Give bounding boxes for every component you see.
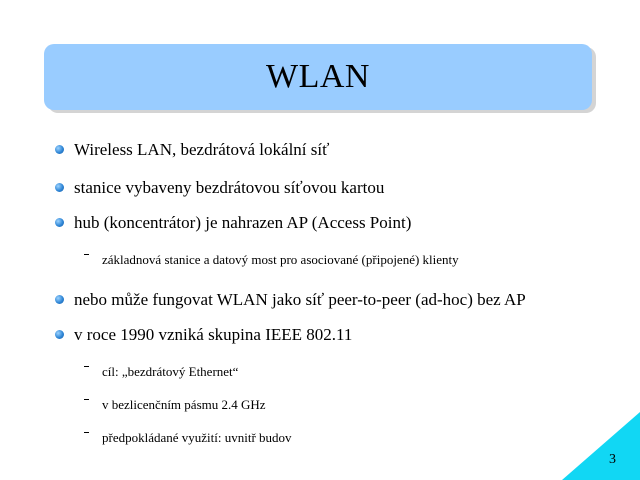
dash-bullet-icon	[84, 399, 89, 400]
bullet-icon	[55, 218, 64, 227]
sub-list-item: v bezlicenčním pásmu 2.4 GHz	[102, 397, 266, 412]
dash-bullet-icon	[84, 432, 89, 433]
slide-title: WLAN	[266, 58, 370, 95]
list-item: nebo může fungovat WLAN jako síť peer-to-peer (ad-hoc) bez AP	[74, 290, 526, 309]
list-item: stanice vybaveny bezdrátovou síťovou kartou	[74, 178, 385, 197]
dash-bullet-icon	[84, 254, 89, 255]
sub-list-item: základnová stanice a datový most pro asociované (připojené) klienty	[102, 252, 459, 267]
bullet-icon	[55, 145, 64, 154]
bullet-icon	[55, 330, 64, 339]
corner-triangle-decoration	[562, 412, 640, 480]
dash-bullet-icon	[84, 366, 89, 367]
list-item: v roce 1990 vzniká skupina IEEE 802.11	[74, 325, 353, 344]
sub-list-item: předpokládané využití: uvnitř budov	[102, 430, 292, 445]
bullet-icon	[55, 183, 64, 192]
page-number: 3	[609, 452, 616, 467]
sub-list-item: cíl: „bezdrátový Ethernet“	[102, 364, 239, 379]
list-item: hub (koncentrátor) je nahrazen AP (Access Point)	[74, 213, 412, 232]
bullet-icon	[55, 295, 64, 304]
list-item: Wireless LAN, bezdrátová lokální síť	[74, 140, 330, 159]
